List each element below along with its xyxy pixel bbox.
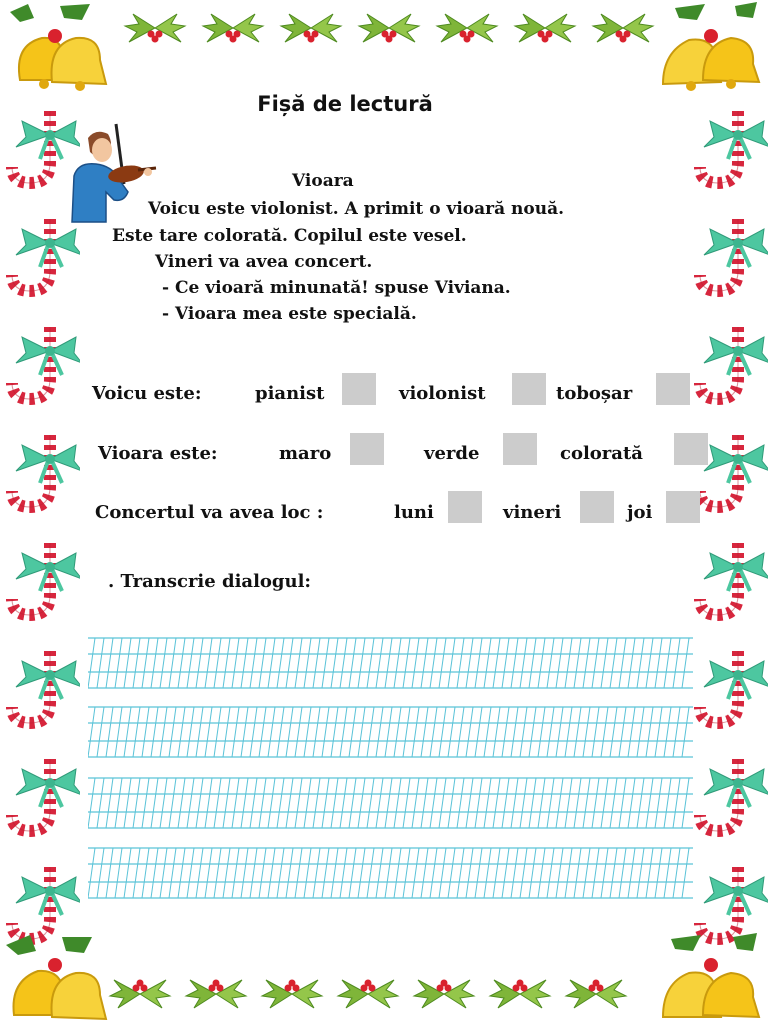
story-title: Vioara xyxy=(292,171,354,191)
question-label: Voicu este: xyxy=(92,383,202,404)
candy-cane-icon xyxy=(700,219,768,291)
holly-icon xyxy=(414,980,474,1009)
holly-icon xyxy=(515,14,575,43)
option-label: verde xyxy=(424,443,480,464)
page-title: Fișă de lectură xyxy=(257,92,433,116)
candy-cane-icon xyxy=(700,111,768,183)
question-label: Concertul va avea loc : xyxy=(95,502,324,523)
violinist-illustration xyxy=(66,122,158,224)
candy-cane-icon xyxy=(12,327,80,399)
story-line: - Vioara mea este specială. xyxy=(162,304,417,324)
answer-checkbox[interactable] xyxy=(448,491,482,523)
candy-cane-icon xyxy=(12,219,80,291)
option-label: maro xyxy=(279,443,332,464)
candy-cane-icon xyxy=(12,651,80,723)
option-label: colorată xyxy=(560,443,643,464)
exercise-instruction: . Transcrie dialogul: xyxy=(108,571,312,592)
answer-checkbox[interactable] xyxy=(580,491,614,523)
option-label: toboșar xyxy=(556,383,633,404)
holly-icon xyxy=(359,14,419,43)
handwriting-practice-lines[interactable] xyxy=(88,630,693,920)
answer-checkbox[interactable] xyxy=(656,373,690,405)
answer-checkbox[interactable] xyxy=(674,433,708,465)
option-label: pianist xyxy=(255,383,325,404)
bell-icon xyxy=(0,0,115,100)
holly-icon xyxy=(338,980,398,1009)
story-line: Voicu este violonist. A primit o vioară nouă. xyxy=(148,199,565,219)
writing-row[interactable] xyxy=(88,707,693,757)
option-label: joi xyxy=(627,502,653,523)
candy-cane-icon xyxy=(700,759,768,831)
holly-icon xyxy=(203,14,263,43)
candy-cane-icon xyxy=(12,435,80,507)
candy-cane-icon xyxy=(12,759,80,831)
question-label: Vioara este: xyxy=(98,443,218,464)
answer-checkbox[interactable] xyxy=(666,491,700,523)
holly-icon xyxy=(490,980,550,1009)
answer-checkbox[interactable] xyxy=(512,373,546,405)
holly-icon xyxy=(566,980,626,1009)
holly-icon xyxy=(125,14,185,43)
writing-row[interactable] xyxy=(88,778,693,828)
answer-checkbox[interactable] xyxy=(503,433,537,465)
writing-row[interactable] xyxy=(88,638,693,688)
holly-icon xyxy=(110,980,170,1009)
story-line: Vineri va avea concert. xyxy=(155,252,373,272)
candy-cane-icon xyxy=(700,327,768,399)
candy-cane-icon xyxy=(700,651,768,723)
candy-cane-icon xyxy=(12,543,80,615)
holly-icon xyxy=(437,14,497,43)
bell-icon xyxy=(655,0,768,100)
holly-icon xyxy=(281,14,341,43)
holly-icon xyxy=(593,14,653,43)
holly-border-top xyxy=(0,0,768,70)
option-label: vineri xyxy=(503,502,562,523)
candy-cane-icon xyxy=(700,435,768,507)
answer-checkbox[interactable] xyxy=(342,373,376,405)
candy-cane-icon xyxy=(700,543,768,615)
candy-cane-border-right xyxy=(688,90,768,950)
holly-icon xyxy=(262,980,322,1009)
answer-checkbox[interactable] xyxy=(350,433,384,465)
option-label: violonist xyxy=(399,383,486,404)
writing-row[interactable] xyxy=(88,848,693,898)
story-line: Este tare colorată. Copilul este vesel. xyxy=(112,226,467,246)
holly-icon xyxy=(186,980,246,1009)
option-label: luni xyxy=(394,502,434,523)
holly-border-bottom xyxy=(0,950,768,1024)
story-line: - Ce vioară minunată! spuse Viviana. xyxy=(162,278,511,298)
bell-icon xyxy=(0,925,115,1024)
bell-icon xyxy=(655,925,768,1024)
